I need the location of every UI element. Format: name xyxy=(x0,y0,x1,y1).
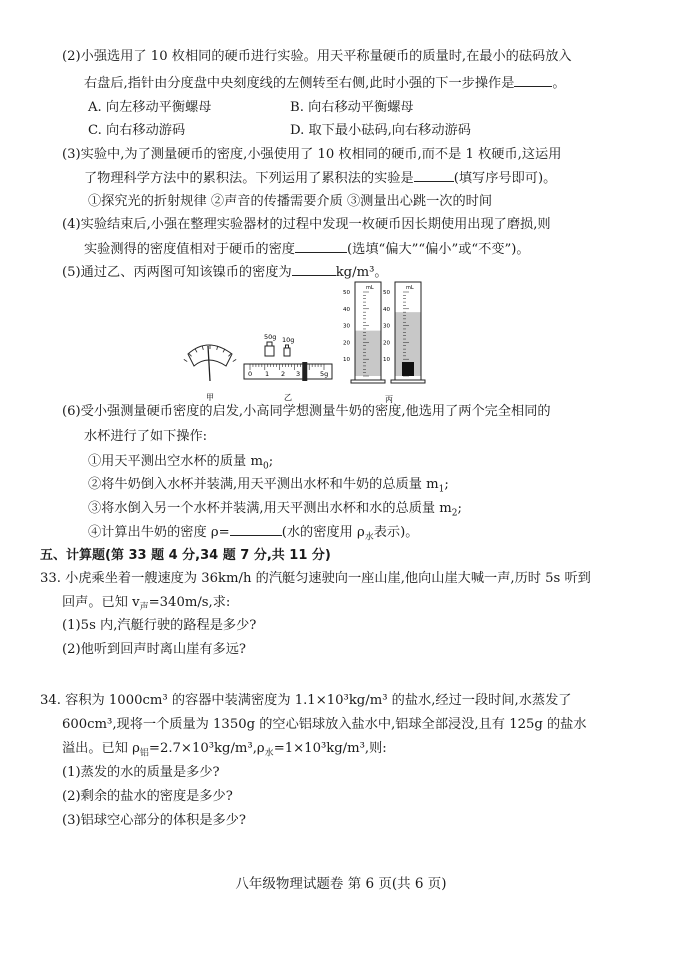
q33-sub2: (2)他听到回声时离山崖有多远? xyxy=(62,642,246,657)
q34-sub2: (2)剩余的盐水的密度是多少? xyxy=(62,789,233,804)
cyl2-tick-label: 50 xyxy=(383,290,390,296)
q2-line1: (2)小强选用了 10 枚相同的硬币进行实验。用天平称量硬币的质量时,在最小的砝码放入 xyxy=(62,49,572,64)
dial-tick xyxy=(202,346,203,350)
q3-line2: 了物理科学方法中的累积法。下列运用了累积法的实验是 (填写序号即可)。 xyxy=(84,171,557,186)
cyl2-base xyxy=(391,380,425,383)
balance-scale-dial xyxy=(184,345,236,381)
q34-sub1: (1)蒸发的水的质量是多少? xyxy=(62,765,220,780)
measuring-cylinder-2 xyxy=(383,282,425,383)
cyl1-liquid xyxy=(356,331,381,376)
cyl1-tick-label: 10 xyxy=(343,357,350,364)
rider-marker xyxy=(302,362,307,381)
q6-step2: ②将牛奶倒入水杯并装满,用天平测出水杯和牛奶的总质量 $m_1$; xyxy=(88,477,449,495)
ruler-tick-5g: 5g xyxy=(320,370,329,378)
label-yi: 乙 xyxy=(284,393,292,402)
section-title: 五、计算题(第 33 题 4 分,34 题 7 分,共 11 分) xyxy=(40,548,331,563)
dial-tick xyxy=(233,359,236,361)
coin-stack xyxy=(402,362,414,376)
q3-answer-blank[interactable] xyxy=(414,169,454,182)
q34-line2: 600cm³,现将一个质量为 1350g 的空心铝球放入盐水中,铝球全部浸没,且有 125g 的盐水 xyxy=(62,717,587,732)
q34-sub3: (3)铝球空心部分的体积是多少? xyxy=(62,813,246,828)
q2-option-a: A. 向左移动平衡螺母 xyxy=(88,100,212,115)
q2-option-b: B. 向右移动平衡螺母 xyxy=(290,100,414,115)
cyl1-unit: mL xyxy=(366,285,374,291)
q33-line2: 回声。已知 $v_声=340m/s$,求: xyxy=(62,595,231,613)
balance-pointer xyxy=(208,346,210,381)
q2-option-c: C. 向右移动游码 xyxy=(88,123,186,138)
q5-line: (5)通过乙、丙两图可知该镍币的密度为 kg/m³。 xyxy=(62,265,388,280)
cyl2-unit: mL xyxy=(406,285,414,291)
experiment-figure xyxy=(180,276,430,408)
cyl2-tick-label: 10 xyxy=(383,357,390,364)
q6-answer-blank[interactable] xyxy=(230,523,282,536)
q33-sub1: (1)5s 内,汽艇行驶的路程是多少? xyxy=(62,618,257,633)
weight-50g xyxy=(265,342,274,356)
q3-line3: ①探究光的折射规律 ②声音的传播需要介质 ③测量出心跳一次的时间 xyxy=(88,194,493,209)
ruler-tick-3: 3 xyxy=(296,370,301,378)
ruler-tick-1: 1 xyxy=(265,370,270,378)
q2-answer-blank[interactable] xyxy=(514,74,552,87)
q2-option-d: D. 取下最小砝码,向右移动游码 xyxy=(290,123,471,138)
measuring-cylinder-1 xyxy=(343,282,385,383)
cyl2-tick-label: 30 xyxy=(383,323,390,330)
q4-line2: 实验测得的密度值相对于硬币的密度 (选填“偏大”“偏小”或“不变”)。 xyxy=(84,242,530,257)
q4-line1: (4)实验结束后,小强在整理实验器材的过程中发现一枚硬币因长期使用出现了磨损,则 xyxy=(62,217,551,232)
rider-ruler xyxy=(244,362,332,381)
q5-answer-blank[interactable] xyxy=(292,263,336,276)
q6-step1: ①用天平测出空水杯的质量 $m_0$; xyxy=(88,454,274,472)
q2-line2: 右盘后,指针由分度盘中央刻度线的左侧转至右侧,此时小强的下一步操作是 。 xyxy=(84,76,566,91)
dial-tick xyxy=(195,349,197,353)
weight-10g xyxy=(284,345,290,356)
label-jia: 甲 xyxy=(206,393,214,402)
cyl1-base xyxy=(351,380,385,383)
ruler-tick-2: 2 xyxy=(281,370,286,378)
cyl1-tick-label: 20 xyxy=(343,340,350,347)
cyl1-tick-label: 50 xyxy=(343,290,350,296)
q4-answer-blank[interactable] xyxy=(295,240,347,253)
q34-line3: 溢出。已知 $\rho_铝=2.7\times 10^3kg/m^3,\rho_水=1\times 10^3kg/m^3$,则: xyxy=(62,741,387,759)
q3-line1: (3)实验中,为了测量硬币的密度,小强使用了 10 枚相同的硬币,而不是 1 枚硬币,这运用 xyxy=(62,147,562,162)
q6-step4: ④计算出牛奶的密度 ρ= (水的密度用 $\rho_水$表示)。 xyxy=(88,525,419,543)
q6-step3: ③将水倒入另一个水杯并装满,用天平测出水杯和水的总质量 $m_2$; xyxy=(88,501,462,519)
cyl2-tick-label: 40 xyxy=(383,306,390,313)
q33-line1: 33. 小虎乘坐着一艘速度为 36km/h 的汽艇匀速驶向一座山崖,他向山崖大喊一声,历时 5s 听到 xyxy=(40,571,591,586)
page-footer: 八年级物理试题卷 第 6 页(共 6 页) xyxy=(235,876,447,892)
cyl2-tick-label: 20 xyxy=(383,340,390,347)
q6-line2: 水杯进行了如下操作: xyxy=(84,429,208,444)
cyl1-tick-label: 30 xyxy=(343,323,350,330)
dial-tick xyxy=(184,359,187,361)
q6-line1: (6)受小强测量硬币密度的启发,小高同学想测量牛奶的密度,他选用了两个完全相同的 xyxy=(62,404,551,419)
ruler-tick-0: 0 xyxy=(248,370,253,378)
label-bing: 丙 xyxy=(385,395,393,404)
q34-line1: 34. 容积为 1000cm³ 的容器中装满密度为 1.1×10³kg/m³ 的盐水,经过一段时间,水蒸发了 xyxy=(40,693,572,708)
weight-10g-label: 10g xyxy=(282,336,295,344)
weight-50g-label: 50g xyxy=(264,333,277,341)
cyl1-tick-label: 40 xyxy=(343,306,350,313)
